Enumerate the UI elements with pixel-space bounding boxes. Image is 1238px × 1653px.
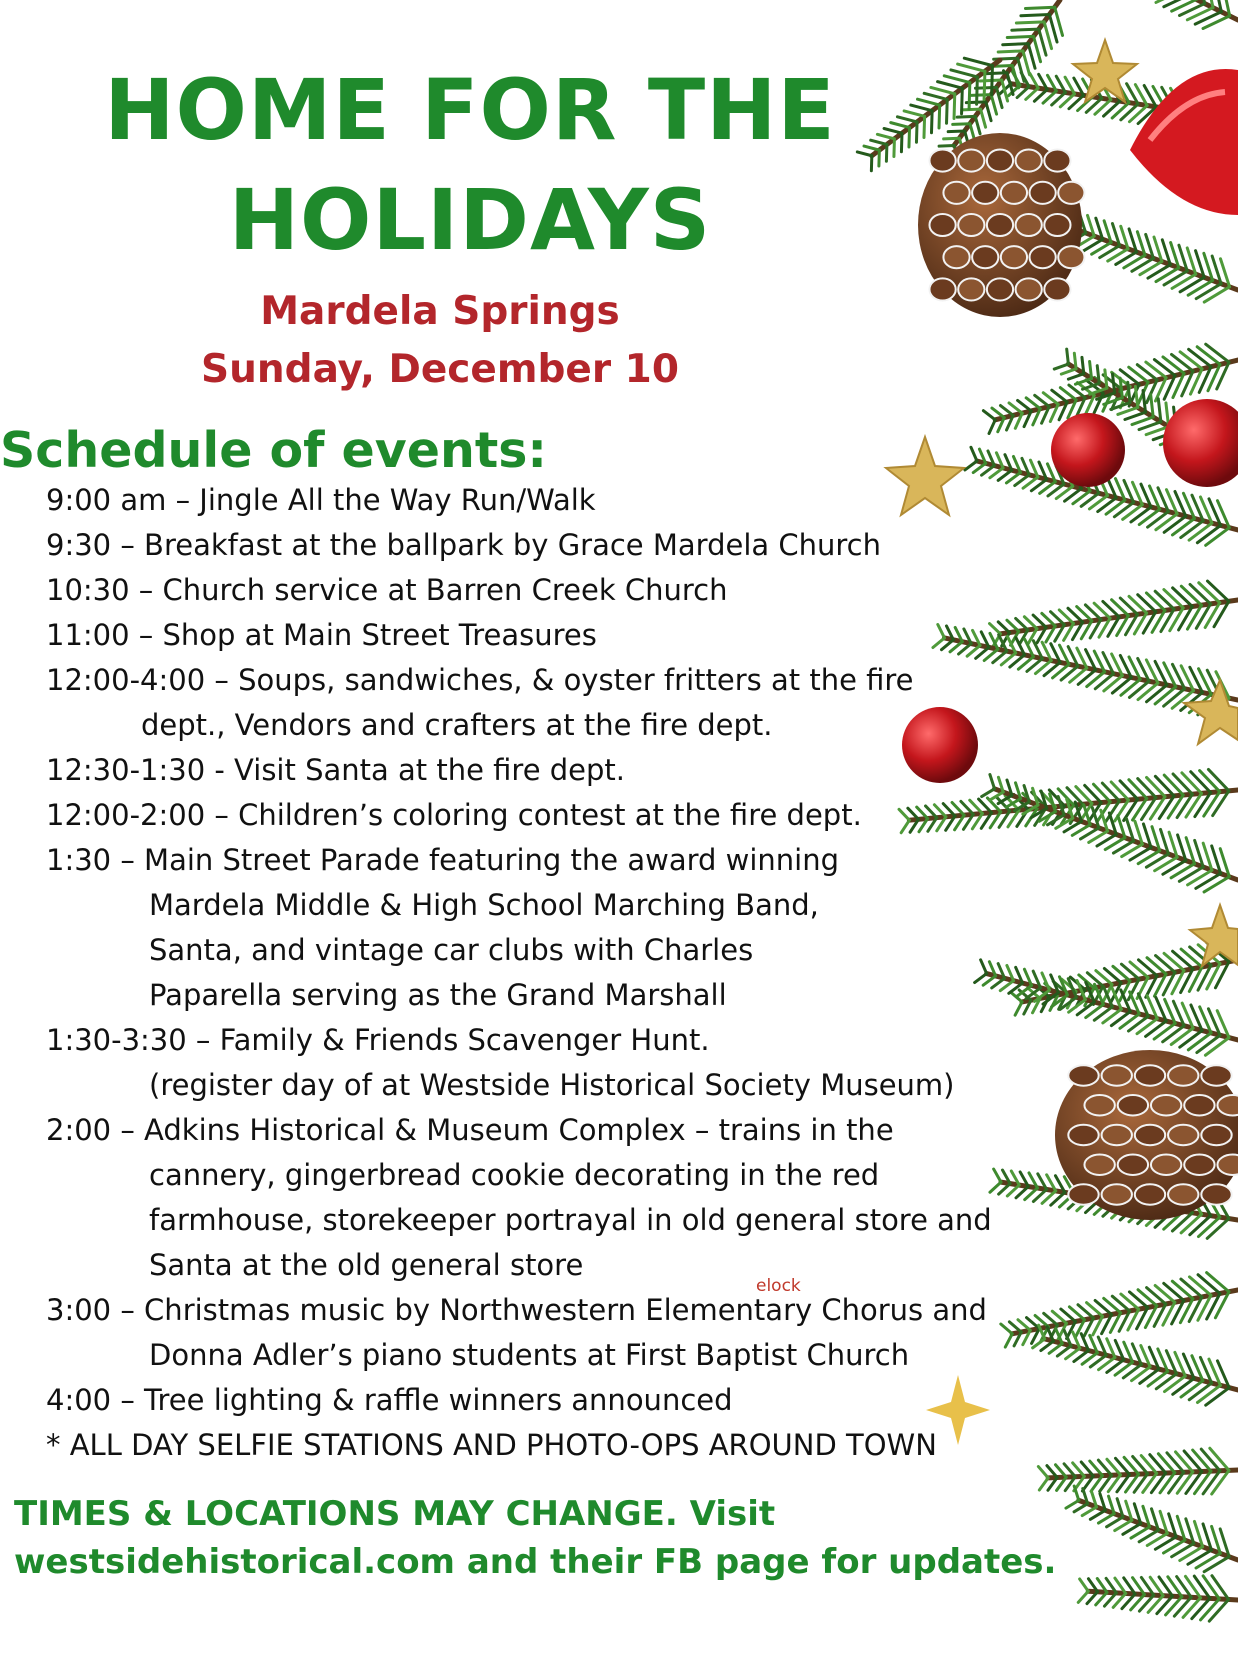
schedule-item: 1:30-3:30 – Family & Friends Scavenger Hunt. bbox=[46, 1023, 710, 1057]
schedule-item: 9:00 am – Jingle All the Way Run/Walk bbox=[46, 483, 596, 517]
schedule-note: * ALL DAY SELFIE STATIONS AND PHOTO-OPS AROUND TOWN bbox=[46, 1428, 937, 1462]
schedule-item: 9:30 – Breakfast at the ballpark by Grace Mardela Church bbox=[46, 528, 881, 562]
schedule-item: 12:30-1:30 - Visit Santa at the fire dept. bbox=[46, 753, 626, 787]
event-date: Sunday, December 10 bbox=[201, 347, 679, 392]
pinecone-icon bbox=[1055, 1050, 1238, 1220]
schedule-item: 12:00-2:00 – Children’s coloring contest at the fire dept. bbox=[46, 798, 862, 832]
schedule-item: 10:30 – Church service at Barren Creek Church bbox=[46, 573, 728, 607]
schedule-item-continuation: Santa at the old general store bbox=[149, 1248, 584, 1282]
event-location: Mardela Springs bbox=[260, 289, 620, 334]
schedule-item: 4:00 – Tree lighting & raffle winners announced bbox=[46, 1383, 733, 1417]
schedule-item-continuation: farmhouse, storekeeper portrayal in old general store and bbox=[149, 1203, 992, 1237]
title-line-2: HOLIDAYS bbox=[228, 171, 712, 269]
schedule-item-continuation: (register day of at Westside Historical Society Museum) bbox=[149, 1068, 955, 1102]
schedule-heading: Schedule of events: bbox=[0, 422, 548, 479]
schedule-list bbox=[46, 478, 1046, 1468]
schedule-item-continuation: cannery, gingerbread cookie decorating in the red bbox=[149, 1158, 880, 1192]
schedule-item: 2:00 – Adkins Historical & Museum Complex – trains in the bbox=[46, 1113, 894, 1147]
schedule-item-continuation: Donna Adler’s piano students at First Baptist Church bbox=[149, 1338, 910, 1372]
schedule-item-continuation: dept., Vendors and crafters at the fire dept. bbox=[141, 708, 773, 742]
schedule-item-continuation: Mardela Middle & High School Marching Band, bbox=[149, 888, 819, 922]
schedule-item-continuation: Paparella serving as the Grand Marshall bbox=[149, 978, 727, 1012]
schedule-item: 12:00-4:00 – Soups, sandwiches, & oyster fritters at the fire bbox=[46, 663, 914, 697]
title-line-1: HOME FOR THE bbox=[104, 61, 836, 159]
schedule-item-continuation: Santa, and vintage car clubs with Charles bbox=[149, 933, 754, 967]
schedule-item: 11:00 – Shop at Main Street Treasures bbox=[46, 618, 597, 652]
footer-website: westsidehistorical.com and their FB page for updates. bbox=[14, 1542, 1057, 1582]
schedule-item: 3:00 – Christmas music by Northwestern Elementary Chorus and bbox=[46, 1293, 987, 1327]
watermark-text: elock bbox=[756, 1276, 801, 1296]
pinecone-icon bbox=[918, 133, 1084, 317]
schedule-item: 1:30 – Main Street Parade featuring the award winning bbox=[46, 843, 840, 877]
footer-notice: TIMES & LOCATIONS MAY CHANGE. Visit bbox=[14, 1494, 776, 1534]
